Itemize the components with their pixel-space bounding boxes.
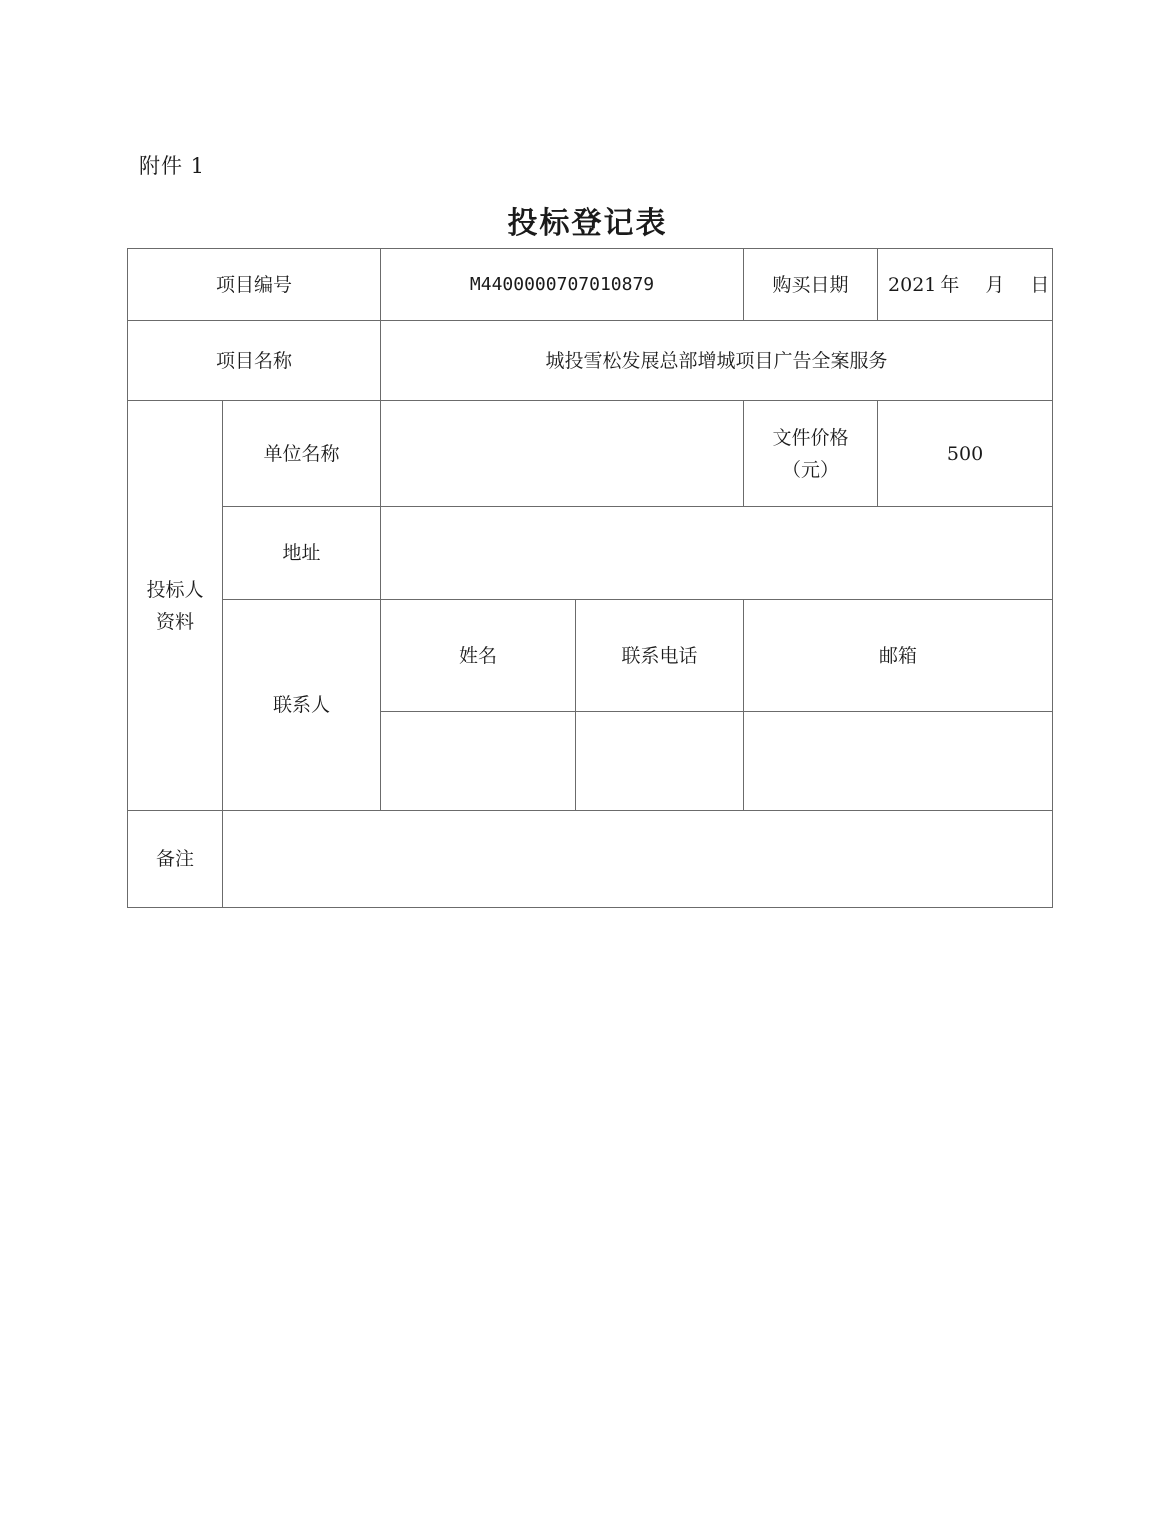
attachment-label: 附件 1 [139, 154, 206, 178]
bidder-info-label-line1: 投标人 [146, 578, 204, 601]
contact-name-field[interactable] [381, 712, 576, 811]
doc-price-label [744, 401, 878, 507]
row-project-number [128, 249, 1053, 321]
project-name-label: 项目名称 [128, 321, 381, 401]
contact-email-field[interactable] [744, 712, 1053, 811]
contact-phone-field[interactable] [576, 712, 744, 811]
bidder-info-label [128, 401, 223, 811]
purchase-date-day-unit: 日 [1030, 273, 1050, 296]
purchase-date-year: 2021 [888, 273, 937, 296]
page-title: 投标登记表 [507, 206, 668, 241]
company-name-label: 单位名称 [223, 401, 381, 507]
row-remarks [128, 811, 1053, 908]
contact-phone-header: 联系电话 [576, 600, 744, 712]
address-field[interactable] [381, 507, 1053, 600]
purchase-date-field[interactable] [878, 249, 1053, 321]
row-address [128, 507, 1053, 600]
contact-name-header: 姓名 [381, 600, 576, 712]
company-name-field[interactable] [381, 401, 744, 507]
contact-email-header: 邮箱 [744, 600, 1053, 712]
row-company-name [128, 401, 1053, 507]
purchase-date-month-unit: 月 [985, 273, 1005, 296]
row-contact-header [128, 600, 1053, 712]
address-label: 地址 [223, 507, 381, 600]
bidder-info-label-line2: 资料 [155, 610, 194, 633]
purchase-date-label: 购买日期 [744, 249, 878, 321]
doc-price-value: 500 [878, 401, 1053, 507]
doc-price-label-line1: 文件价格 [772, 426, 849, 449]
contact-label: 联系人 [223, 600, 381, 811]
bid-registration-table [127, 248, 1053, 908]
purchase-date-year-unit: 年 [940, 273, 960, 296]
project-number-label: 项目编号 [128, 249, 381, 321]
project-number-value: M4400000707010879 [381, 249, 744, 321]
project-name-value: 城投雪松发展总部增城项目广告全案服务 [381, 321, 1053, 401]
remarks-field[interactable] [223, 811, 1053, 908]
row-project-name [128, 321, 1053, 401]
doc-price-label-line2: （元） [782, 458, 840, 481]
remarks-label: 备注 [128, 811, 223, 908]
